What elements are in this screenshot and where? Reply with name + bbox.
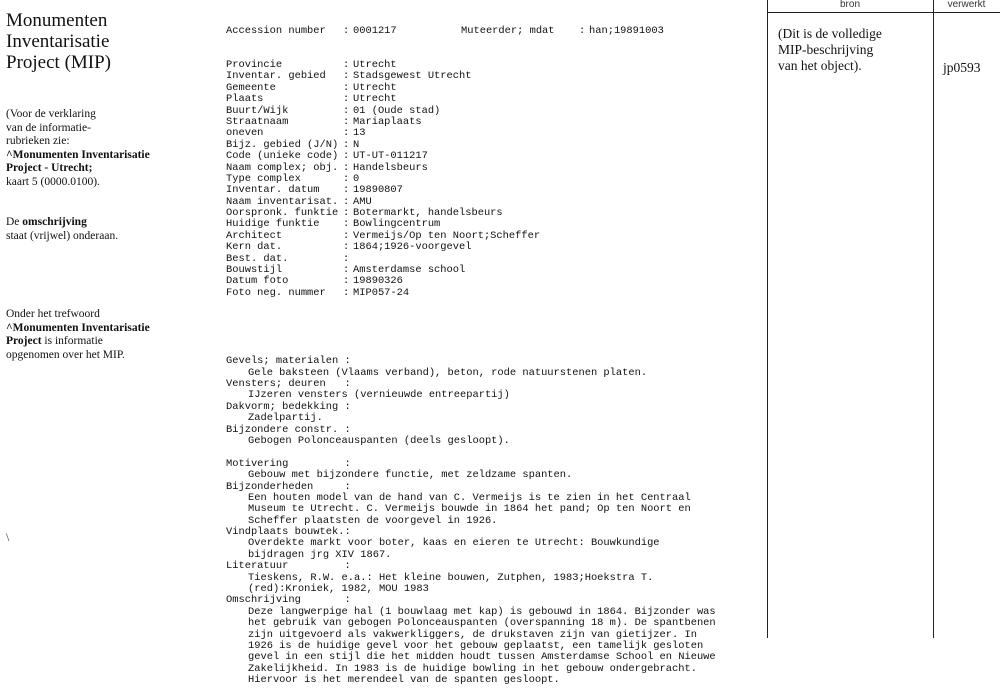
field-key: Naam complex; obj. bbox=[226, 161, 339, 174]
record-field-row: Huidige funktie : Bowlingcentrum bbox=[226, 218, 441, 231]
field-value: Vermeijs/Op ten Noort;Scheffer bbox=[353, 229, 541, 242]
section-text-line: Zadelpartij. bbox=[248, 412, 323, 425]
field-key: Code (unieke code) bbox=[226, 150, 339, 163]
section-text-line: Hiervoor is het merendeel van de spanten gesloopt. bbox=[248, 674, 560, 687]
field-value: AMU bbox=[353, 195, 372, 208]
field-value: Stadsgewest Utrecht bbox=[353, 70, 472, 83]
section-text-line: zijn uitgevoerd als vakwerkliggers, de drukstaven zijn van gietijzer. In bbox=[248, 628, 697, 641]
record-field-row: Code (unieke code) : UT-UT-011217 bbox=[226, 150, 428, 163]
field-value: 1864;1926-voorgevel bbox=[353, 241, 472, 254]
field-key: Accession number bbox=[226, 24, 326, 37]
field-key: Inventar. datum bbox=[226, 184, 320, 197]
section-text-line: IJzeren vensters (vernieuwde entreepartij) bbox=[248, 389, 510, 402]
field-key: Huidige funktie bbox=[226, 218, 320, 231]
bron-line: van het object). bbox=[778, 58, 862, 73]
section-text-line: Zakelijkheid. In 1983 is de huidige bowling in het gebouw ondergebracht. bbox=[248, 662, 697, 675]
field-value: han;19891003 bbox=[589, 24, 664, 37]
record-field-row: oneven : 13 bbox=[226, 127, 366, 140]
section-heading: Vindplaats bouwtek.: bbox=[226, 526, 351, 539]
record-field-row: Kern dat. : 1864;1926-voorgevel bbox=[226, 241, 472, 254]
field-key: Datum foto bbox=[226, 275, 289, 288]
field-value: MIP057-24 bbox=[353, 286, 410, 299]
field-key: Gemeente bbox=[226, 81, 276, 94]
field-key: Provincie bbox=[226, 59, 283, 72]
field-key: Type complex bbox=[226, 172, 301, 185]
section-heading: Omschrijving : bbox=[226, 594, 351, 607]
record-field-row: Inventar. gebied : Stadsgewest Utrecht bbox=[226, 70, 472, 83]
legend-reference-note bbox=[6, 108, 206, 189]
bron-text bbox=[778, 26, 928, 74]
reference-link-text: Project - Utrecht; bbox=[6, 162, 93, 174]
section-text-line: Scheffer plaatsten de voorgevel in 1926. bbox=[248, 514, 498, 527]
field-value: 19890326 bbox=[353, 275, 403, 288]
record-field-row: Bouwstijl : Amsterdamse school bbox=[226, 264, 466, 277]
bron-column-header: bron bbox=[839, 0, 860, 10]
mip-title bbox=[6, 10, 206, 73]
field-key: Best. dat. bbox=[226, 252, 289, 265]
mip-title-line: Project (MIP) bbox=[6, 52, 112, 73]
header-divider bbox=[767, 12, 1000, 13]
section-heading: Vensters; deuren : bbox=[226, 378, 351, 391]
record-fields bbox=[226, 60, 756, 299]
note-line: Onder het trefwoord bbox=[6, 308, 100, 320]
mip-title-line: Inventarisatie bbox=[6, 31, 110, 52]
record-sections bbox=[226, 356, 756, 686]
section-text-line: Overdekte markt voor boter, kaas en eieren te Utrecht: Bouwkundige bbox=[248, 537, 660, 550]
field-value: Bowlingcentrum bbox=[353, 218, 441, 231]
record-field-row: Best. dat. : bbox=[226, 252, 350, 265]
section-text-line: het gebruik van gebogen Polonceauspanten (overspanning 18 m). De spantbenen bbox=[248, 617, 716, 630]
field-value: Mariaplaats bbox=[353, 115, 422, 128]
field-value: Botermarkt, handelsbeurs bbox=[353, 207, 503, 220]
field-key: Bijz. gebied (J/N) bbox=[226, 138, 339, 151]
record-field-row: Architect : Vermeijs/Op ten Noort;Scheffer bbox=[226, 229, 541, 242]
note-line: staat (vrijwel) onderaan. bbox=[6, 229, 119, 242]
section-heading: Gevels; materialen : bbox=[226, 355, 351, 368]
stray-mark: \ bbox=[6, 530, 10, 544]
field-value: Utrecht bbox=[353, 93, 397, 106]
reference-link-text: ^Monumenten Inventarisatie bbox=[6, 148, 150, 161]
record-field-row: Naam inventarisat. : AMU bbox=[226, 195, 372, 208]
reference-link-text: Project bbox=[6, 335, 42, 347]
section-text-line: Gebouw met bijzondere functie, met zeldzame spanten. bbox=[248, 469, 573, 482]
section-text-line: Gele baksteen (Vlaams verband), beton, rode natuurstenen platen. bbox=[248, 366, 648, 379]
mip-record bbox=[226, 3, 756, 698]
section-heading: Motivering : bbox=[226, 457, 351, 470]
section-text-line: 1926 is de huidige gevel voor het gebouw geplaatst, een tamelijk gesloten bbox=[248, 640, 704, 652]
note-line: van de informatie- bbox=[6, 121, 91, 134]
record-field-row: Straatnaam : Mariaplaats bbox=[226, 115, 422, 128]
field-key: oneven bbox=[226, 127, 264, 140]
record-field-row: Buurt/Wijk : 01 (Oude stad) bbox=[226, 104, 441, 117]
note-line: kaart 5 (0000.0100). bbox=[6, 175, 100, 188]
field-value: 0001217 bbox=[353, 24, 397, 37]
record-field-row: Foto neg. nummer : MIP057-24 bbox=[226, 286, 410, 299]
section-heading: Bijzonderheden : bbox=[226, 480, 351, 493]
field-value: 0 bbox=[353, 172, 360, 185]
left-column bbox=[6, 10, 206, 73]
field-key: Plaats bbox=[226, 93, 264, 106]
field-key: Naam inventarisat. bbox=[226, 195, 339, 208]
section-text-line: (red):Kroniek, 1982, MOU 1983 bbox=[248, 583, 429, 596]
note-text: is informatie bbox=[41, 335, 103, 347]
field-value: 13 bbox=[353, 127, 366, 140]
section-text-line: gevel in een stijl die het midden houdt tussen Amsterdamse School en Nieuwe bbox=[248, 651, 716, 664]
field-key: Architect bbox=[226, 229, 283, 242]
section-text-line: Museum te Utrecht. C. Vermeijs bouwde in 1864 het pand; Op ten Noort en bbox=[248, 503, 691, 516]
field-key: Kern dat. bbox=[226, 241, 283, 254]
field-key: Straatnaam bbox=[226, 115, 289, 128]
verwerkt-code: jp0593 bbox=[943, 60, 981, 75]
section-text-line: Deze langwerpige hal (1 bouwlaag met kap) is gebouwd in 1864. Bijzonder was bbox=[248, 605, 716, 618]
reference-link-text: ^Monumenten Inventarisatie bbox=[6, 321, 150, 334]
section-heading: Dakvorm; bedekking : bbox=[226, 400, 351, 413]
verwerkt-column-header: verwerkt bbox=[947, 0, 986, 10]
field-value: 19890807 bbox=[353, 184, 403, 197]
section-heading: Literatuur : bbox=[226, 560, 351, 573]
record-field-row: Oorspronk. funktie : Botermarkt, handelsbeurs bbox=[226, 207, 503, 220]
field-key: Muteerder; mdat bbox=[461, 24, 555, 37]
description-location-note bbox=[6, 216, 206, 243]
note-line: (Voor de verklaring bbox=[6, 108, 96, 120]
field-value: Utrecht bbox=[353, 81, 397, 94]
record-field-row: Type complex : 0 bbox=[226, 172, 360, 185]
record-header-row: Accession number : 0001217 Muteerder; mdat : han;19891003 bbox=[226, 24, 664, 37]
column-divider bbox=[767, 0, 768, 638]
field-value: 01 (Oude stad) bbox=[353, 104, 441, 117]
field-key: Inventar. gebied bbox=[226, 70, 326, 83]
section-text-line: Tieskens, R.W. e.a.: Het kleine bouwen, Zutphen, 1983;Hoekstra T. bbox=[248, 571, 654, 584]
record-field-row: Bijz. gebied (J/N) : N bbox=[226, 138, 360, 151]
field-value: Amsterdamse school bbox=[353, 264, 466, 277]
mip-title-line: Monumenten bbox=[6, 10, 108, 31]
record-field-row: Datum foto : 19890326 bbox=[226, 275, 403, 288]
record-field-row: Inventar. datum : 19890807 bbox=[226, 184, 403, 197]
field-value: Utrecht bbox=[353, 59, 397, 72]
section-text-line: bijdragen jrg XIV 1867. bbox=[248, 548, 392, 561]
field-key: Bouwstijl bbox=[226, 264, 283, 277]
field-value: Handelsbeurs bbox=[353, 161, 428, 174]
section-text-line: Gebogen Polonceauspanten (deels gesloopt). bbox=[248, 434, 510, 447]
record-field-row: Gemeente : Utrecht bbox=[226, 81, 397, 94]
field-key: Oorspronk. funktie bbox=[226, 207, 339, 220]
keyword-note bbox=[6, 308, 206, 362]
note-text: De bbox=[6, 216, 23, 228]
note-line: rubrieken zie: bbox=[6, 135, 70, 147]
column-divider bbox=[933, 0, 934, 638]
field-key: Foto neg. nummer bbox=[226, 286, 326, 299]
record-field-row: Provincie : Utrecht bbox=[226, 59, 397, 72]
note-line: opgenomen over het MIP. bbox=[6, 348, 125, 361]
section-text-line: Een houten model van de hand van C. Vermeijs is te zien in het Centraal bbox=[248, 491, 691, 504]
bron-line: MIP-beschrijving bbox=[778, 42, 874, 57]
note-bold-text: omschrijving bbox=[22, 216, 87, 228]
record-field-row: Naam complex; obj. : Handelsbeurs bbox=[226, 161, 428, 174]
field-key: Buurt/Wijk bbox=[226, 104, 289, 117]
field-value: UT-UT-011217 bbox=[353, 150, 428, 163]
field-value: N bbox=[353, 138, 360, 151]
section-heading: Bijzondere constr. : bbox=[226, 423, 351, 436]
record-field-row: Plaats : Utrecht bbox=[226, 93, 397, 106]
bron-line: (Dit is de volledige bbox=[778, 26, 882, 41]
